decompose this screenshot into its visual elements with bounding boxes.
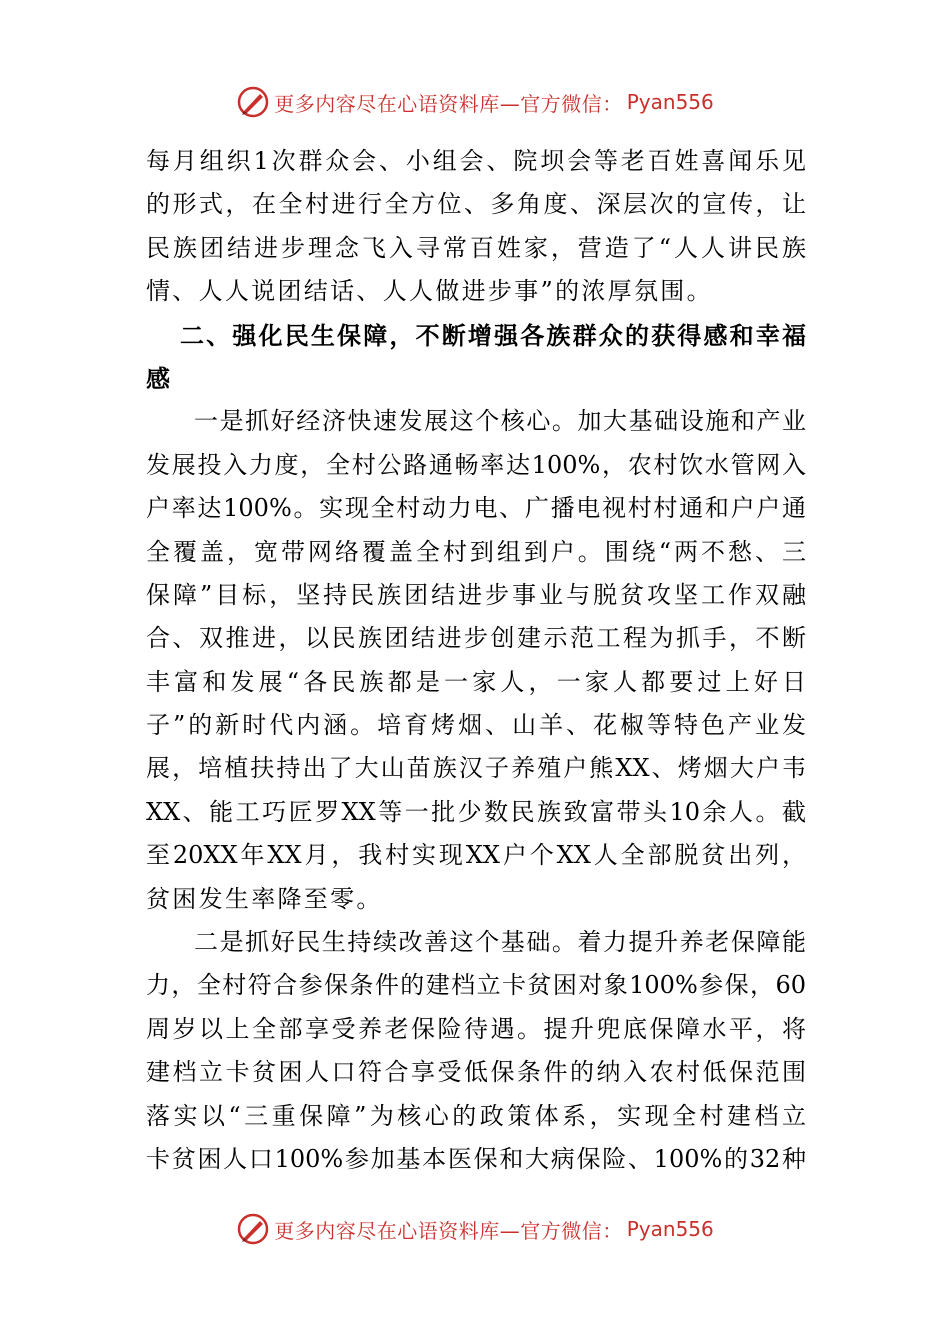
text-line: 情、人人说团结话、人人做进步事”的浓厚氛围。 (146, 277, 713, 306)
text-line: 至20XX年XX月，我村实现XX户个XX人全部脱贫出列， (146, 841, 806, 870)
text-line: 贫困发生率降至零。 (146, 884, 383, 913)
text-line: 周岁以上全部享受养老保险待遇。提升兜底保障水平，将 (146, 1014, 806, 1043)
watermark-text: 更多内容尽在心语资料库—官方微信： (274, 91, 623, 116)
section-heading-continued: 感 (146, 363, 173, 393)
watermark-handle: Pyan556 (626, 1217, 714, 1241)
footer-watermark (0, 1209, 950, 1249)
paragraph-first-line: 二是抓好民生持续改善这个基础。着力提升养老保障能 (194, 928, 806, 957)
header-watermark (0, 82, 950, 122)
text-line: 子”的新时代内涵。培育烤烟、山羊、花椒等特色产业发 (146, 711, 806, 740)
text-line: 保障”目标，坚持民族团结进步事业与脱贫攻坚工作双融 (146, 580, 806, 609)
text-line: 每月组织1次群众会、小组会、院坝会等老百姓喜闻乐见 (146, 147, 806, 175)
pen-logo-icon (236, 1212, 270, 1246)
text-line: XX、能工巧匠罗XX等一批少数民族致富带头10余人。截 (146, 797, 806, 826)
text-line: 全覆盖，宽带网络覆盖全村到组到户。围绕“两不愁、三 (146, 537, 806, 566)
watermark-text: 更多内容尽在心语资料库—官方微信： (274, 1218, 623, 1243)
watermark-handle: Pyan556 (626, 90, 714, 114)
text-line: 丰富和发展“各民族都是一家人，一家人都要过上好日 (146, 667, 806, 696)
pen-logo-icon (236, 85, 270, 119)
text-line: 合、双推进，以民族团结进步创建示范工程为抓手，不断 (146, 624, 806, 653)
text-line: 户率达100%。实现全村动力电、广播电视村村通和户户通 (146, 494, 806, 523)
text-line: 展，培植扶持出了大山苗族汉子养殖户熊XX、烤烟大户韦 (146, 754, 806, 783)
text-line: 的形式，在全村进行全方位、多角度、深层次的宣传，让 (146, 190, 806, 219)
section-heading: 二、强化民生保障，不断增强各族群众的获得感和幸福 (180, 320, 806, 350)
text-line: 发展投入力度，全村公路通畅率达100%，农村饮水管网入 (146, 450, 806, 479)
text-line: 卡贫困人口100%参加基本医保和大病保险、100%的32种 (146, 1144, 806, 1173)
text-line: 建档立卡贫困人口符合享受低保条件的纳入农村低保范围 (146, 1058, 806, 1087)
paragraph-first-line: 一是抓好经济快速发展这个核心。加大基础设施和产业 (194, 407, 806, 436)
text-line: 力，全村符合参保条件的建档立卡贫困对象100%参保，60 (146, 971, 806, 1000)
text-line: 落实以“三重保障”为核心的政策体系，实现全村建档立 (146, 1101, 806, 1130)
document-body (146, 140, 806, 1181)
text-line: 民族团结进步理念飞入寻常百姓家，营造了“人人讲民族 (146, 233, 806, 262)
